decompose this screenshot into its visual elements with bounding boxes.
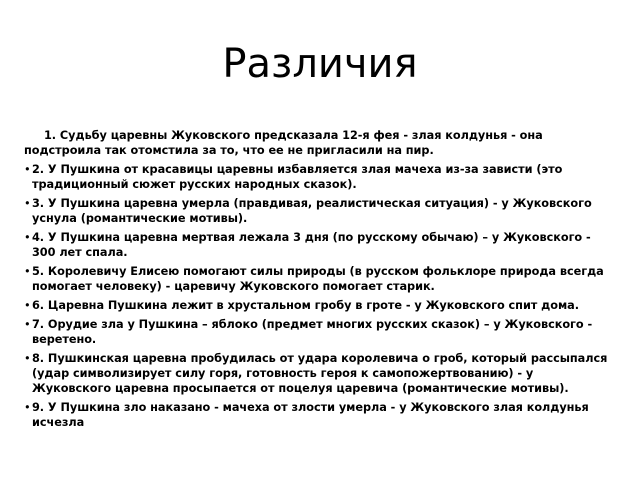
bullet-icon: •: [24, 318, 31, 331]
list-item-text: 6. Царевна Пушкина лежит в хрустальном гробу в гроте - у Жуковского спит дома.: [32, 299, 579, 312]
bullet-icon: •: [24, 197, 31, 210]
differences-list: [24, 128, 610, 434]
list-item-text: 5. Королевичу Елисею помогают силы природы (в русском фольклоре природа всегда помогает человеку) - царевичу Жуковского помогает старик.: [32, 265, 604, 293]
list-item-text: 4. У Пушкина царевна мертвая лежала 3 дня (по русскому обычаю) – у Жуковского - 300 лет спала.: [32, 231, 591, 259]
list-item-text: 8. Пушкинская царевна пробудилась от удара королевича о гроб, который рассыпался (удар символизирует силу горя, готовность героя к самопожертвованию) - у Жуковского царевна просыпается от поцелуя царевича (романтические мотивы).: [32, 352, 608, 395]
list-item-text: 9. У Пушкина зло наказано - мачеха от злости умерла - у Жуковского злая колдунья исчезла: [32, 401, 589, 429]
list-item: [24, 128, 610, 158]
list-item-text: 2. У Пушкина от красавицы царевны избавляется злая мачеха из-за зависти (это традиционный сюжет русских народных сказок).: [32, 163, 563, 191]
list-item-text: 7. Орудие зла у Пушкина – яблоко (предмет многих русских сказок) – у Жуковского - веретено.: [32, 318, 593, 346]
list-item: [24, 317, 610, 347]
list-item: [24, 298, 610, 313]
bullet-icon: •: [24, 163, 31, 176]
bullet-icon: •: [24, 265, 31, 278]
list-item: [24, 264, 610, 294]
list-item: [24, 351, 610, 396]
bullet-icon: •: [24, 231, 31, 244]
list-item: [24, 400, 610, 430]
list-item-text: 3. У Пушкина царевна умерла (правдивая, реалистическая ситуация) - у Жуковского уснула (романтические мотивы).: [32, 197, 592, 225]
bullet-icon: •: [24, 352, 31, 365]
bullet-icon: •: [24, 401, 31, 414]
list-item: [24, 196, 610, 226]
list-item: [24, 162, 610, 192]
list-item: [24, 230, 610, 260]
bullet-icon: •: [24, 299, 31, 312]
slide-title: Различия: [222, 41, 418, 87]
list-item-text: 1. Судьбу царевны Жуковского предсказала 12-я фея - злая колдунья - она подстроила так отомстила за то, что ее не пригласили на пир.: [24, 129, 543, 157]
